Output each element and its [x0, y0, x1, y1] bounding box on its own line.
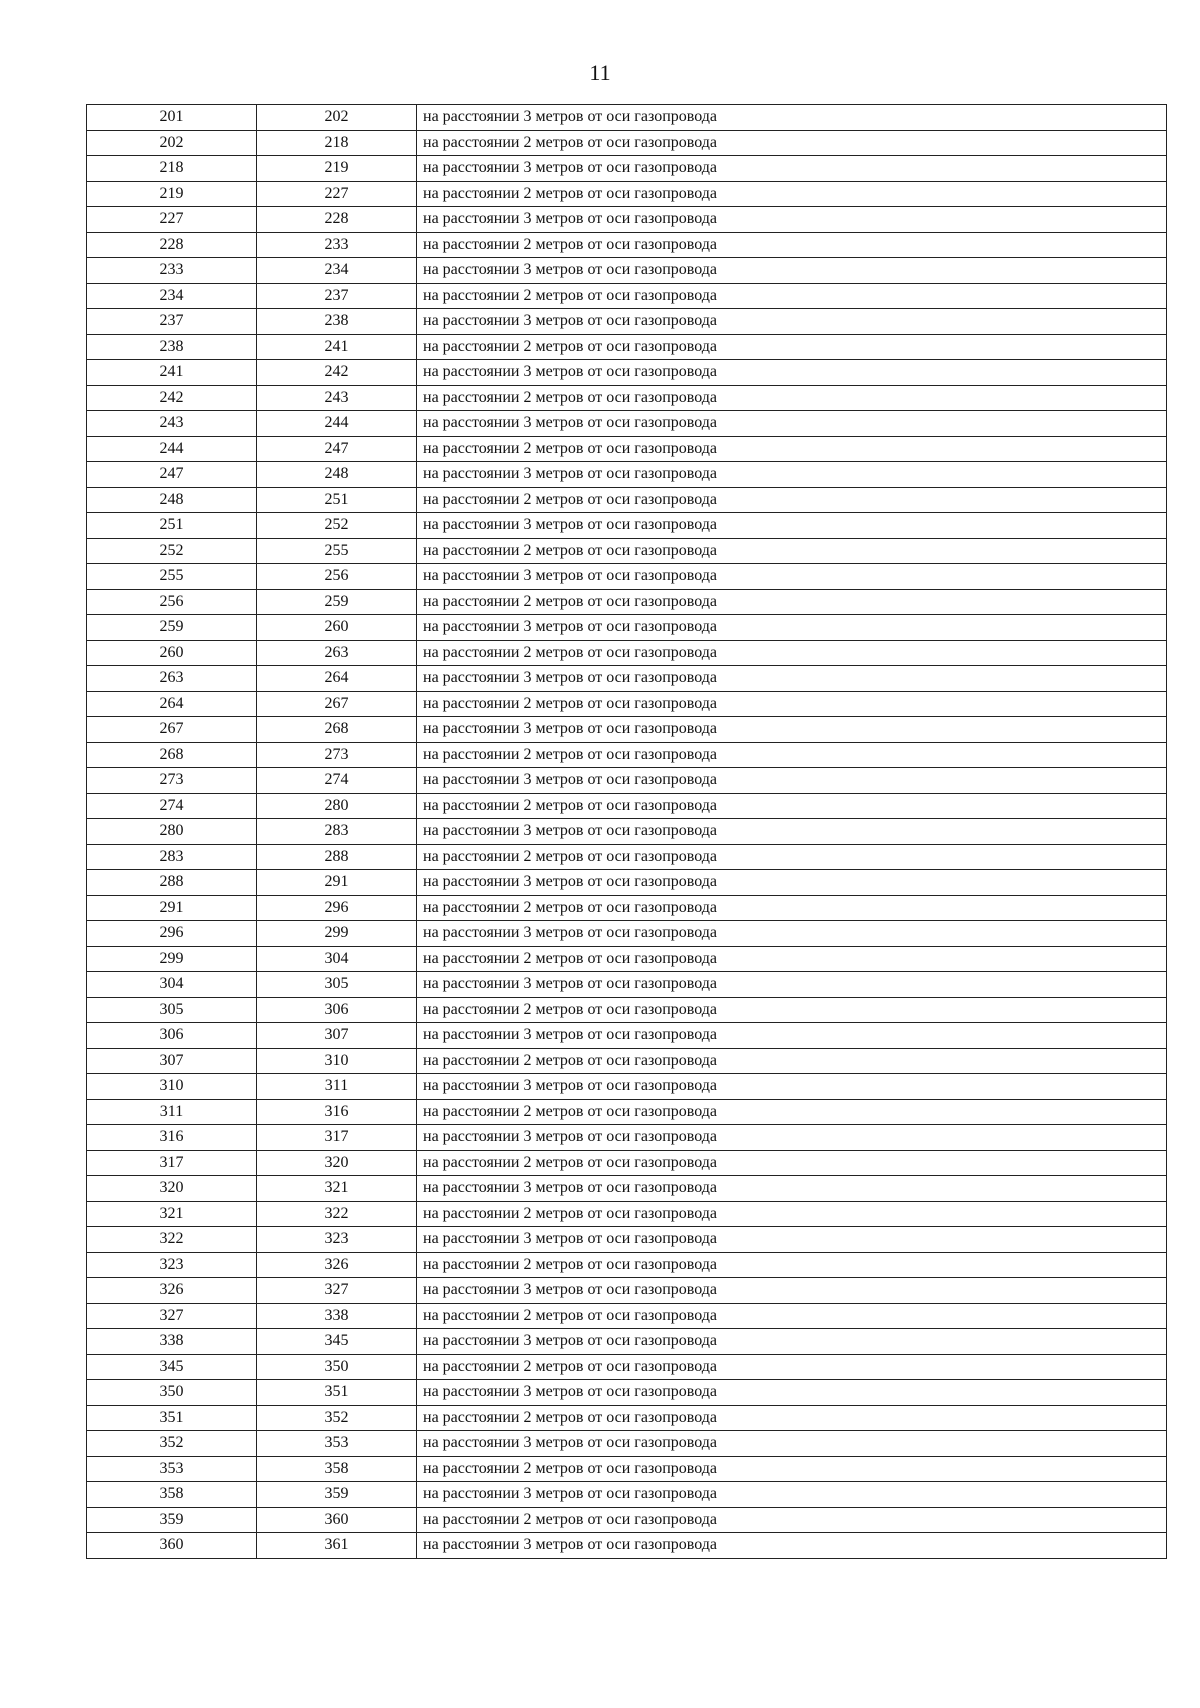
point-to-cell: 361: [257, 1533, 417, 1559]
point-to-cell: 274: [257, 768, 417, 794]
distance-description-cell: на расстоянии 2 метров от оси газопровода: [417, 283, 1167, 309]
point-from-cell: 202: [87, 130, 257, 156]
distance-description-cell: на расстоянии 2 метров от оси газопровода: [417, 538, 1167, 564]
point-from-cell: 304: [87, 972, 257, 998]
point-from-cell: 311: [87, 1099, 257, 1125]
point-from-cell: 323: [87, 1252, 257, 1278]
distance-description-cell: на расстоянии 2 метров от оси газопровода: [417, 997, 1167, 1023]
point-to-cell: 243: [257, 385, 417, 411]
distance-description-cell: на расстоянии 2 метров от оси газопровода: [417, 691, 1167, 717]
point-from-cell: 307: [87, 1048, 257, 1074]
table-row: [87, 1431, 1167, 1457]
table-row: [87, 742, 1167, 768]
table-row: [87, 870, 1167, 896]
point-from-cell: 288: [87, 870, 257, 896]
point-from-cell: 305: [87, 997, 257, 1023]
point-from-cell: 351: [87, 1405, 257, 1431]
point-to-cell: 247: [257, 436, 417, 462]
table-row: [87, 640, 1167, 666]
distance-description-cell: на расстоянии 3 метров от оси газопровода: [417, 615, 1167, 641]
distance-description-cell: на расстоянии 2 метров от оси газопровода: [417, 1048, 1167, 1074]
table-row: [87, 130, 1167, 156]
point-from-cell: 256: [87, 589, 257, 615]
distance-description-cell: на расстоянии 3 метров от оси газопровода: [417, 768, 1167, 794]
distance-description-cell: на расстоянии 2 метров от оси газопровода: [417, 844, 1167, 870]
point-to-cell: 320: [257, 1150, 417, 1176]
distance-description-cell: на расстоянии 3 метров от оси газопровода: [417, 1176, 1167, 1202]
table-row: [87, 156, 1167, 182]
point-to-cell: 321: [257, 1176, 417, 1202]
table-row: [87, 1278, 1167, 1304]
point-to-cell: 350: [257, 1354, 417, 1380]
point-from-cell: 268: [87, 742, 257, 768]
point-to-cell: 359: [257, 1482, 417, 1508]
point-from-cell: 233: [87, 258, 257, 284]
table-row: [87, 487, 1167, 513]
table-row: [87, 1533, 1167, 1559]
distance-description-cell: на расстоянии 2 метров от оси газопровода: [417, 1201, 1167, 1227]
distance-description-cell: на расстоянии 3 метров от оси газопровода: [417, 1278, 1167, 1304]
table-row: [87, 283, 1167, 309]
point-from-cell: 283: [87, 844, 257, 870]
distance-description-cell: на расстоянии 2 метров от оси газопровода: [417, 946, 1167, 972]
distance-description-cell: на расстоянии 2 метров от оси газопровода: [417, 1099, 1167, 1125]
distance-description-cell: на расстоянии 3 метров от оси газопровода: [417, 870, 1167, 896]
distance-description-cell: на расстоянии 2 метров от оси газопровода: [417, 895, 1167, 921]
point-from-cell: 259: [87, 615, 257, 641]
point-to-cell: 280: [257, 793, 417, 819]
distance-description-cell: на расстоянии 2 метров от оси газопровода: [417, 1405, 1167, 1431]
distance-description-cell: на расстоянии 3 метров от оси газопровода: [417, 360, 1167, 386]
point-from-cell: 267: [87, 717, 257, 743]
point-from-cell: 234: [87, 283, 257, 309]
point-from-cell: 352: [87, 1431, 257, 1457]
table-row: [87, 334, 1167, 360]
table-row: [87, 538, 1167, 564]
point-from-cell: 228: [87, 232, 257, 258]
table-row: [87, 1201, 1167, 1227]
point-to-cell: 219: [257, 156, 417, 182]
distance-description-cell: на расстоянии 2 метров от оси газопровода: [417, 1252, 1167, 1278]
point-to-cell: 317: [257, 1125, 417, 1151]
point-to-cell: 273: [257, 742, 417, 768]
table-row: [87, 844, 1167, 870]
table-row: [87, 819, 1167, 845]
point-from-cell: 241: [87, 360, 257, 386]
point-from-cell: 296: [87, 921, 257, 947]
point-from-cell: 358: [87, 1482, 257, 1508]
point-to-cell: 311: [257, 1074, 417, 1100]
point-to-cell: 306: [257, 997, 417, 1023]
point-from-cell: 219: [87, 181, 257, 207]
distance-description-cell: на расстоянии 3 метров от оси газопровода: [417, 1227, 1167, 1253]
point-to-cell: 288: [257, 844, 417, 870]
point-to-cell: 242: [257, 360, 417, 386]
page-number: 11: [589, 60, 611, 85]
point-from-cell: 201: [87, 105, 257, 131]
point-to-cell: 259: [257, 589, 417, 615]
distance-description-cell: на расстоянии 3 метров от оси газопровода: [417, 462, 1167, 488]
table-row: [87, 768, 1167, 794]
point-from-cell: 310: [87, 1074, 257, 1100]
point-from-cell: 353: [87, 1456, 257, 1482]
table-row: [87, 921, 1167, 947]
point-to-cell: 218: [257, 130, 417, 156]
point-from-cell: 260: [87, 640, 257, 666]
table-row: [87, 1354, 1167, 1380]
point-from-cell: 273: [87, 768, 257, 794]
boundary-table: [86, 104, 1167, 1559]
point-to-cell: 345: [257, 1329, 417, 1355]
point-from-cell: 299: [87, 946, 257, 972]
point-to-cell: 296: [257, 895, 417, 921]
distance-description-cell: на расстоянии 3 метров от оси газопровода: [417, 819, 1167, 845]
point-from-cell: 255: [87, 564, 257, 590]
distance-description-cell: на расстоянии 3 метров от оси газопровода: [417, 1074, 1167, 1100]
point-from-cell: 242: [87, 385, 257, 411]
table-row: [87, 1507, 1167, 1533]
point-from-cell: 345: [87, 1354, 257, 1380]
point-to-cell: 252: [257, 513, 417, 539]
table-row: [87, 564, 1167, 590]
point-to-cell: 304: [257, 946, 417, 972]
table-row: [87, 666, 1167, 692]
point-from-cell: 322: [87, 1227, 257, 1253]
distance-description-cell: на расстоянии 3 метров от оси газопровода: [417, 207, 1167, 233]
point-to-cell: 244: [257, 411, 417, 437]
point-to-cell: 248: [257, 462, 417, 488]
point-from-cell: 247: [87, 462, 257, 488]
table-row: [87, 717, 1167, 743]
distance-description-cell: на расстоянии 2 метров от оси газопровода: [417, 793, 1167, 819]
table-row: [87, 1405, 1167, 1431]
distance-description-cell: на расстоянии 3 метров от оси газопровода: [417, 666, 1167, 692]
table-row: [87, 411, 1167, 437]
distance-description-cell: на расстоянии 2 метров от оси газопровода: [417, 640, 1167, 666]
table-row: [87, 1329, 1167, 1355]
distance-description-cell: на расстоянии 2 метров от оси газопровода: [417, 1354, 1167, 1380]
table-row: [87, 105, 1167, 131]
point-from-cell: 316: [87, 1125, 257, 1151]
point-from-cell: 243: [87, 411, 257, 437]
distance-description-cell: на расстоянии 2 метров от оси газопровода: [417, 1456, 1167, 1482]
distance-description-cell: на расстоянии 3 метров от оси газопровода: [417, 1023, 1167, 1049]
point-from-cell: 218: [87, 156, 257, 182]
distance-description-cell: на расстоянии 2 метров от оси газопровода: [417, 181, 1167, 207]
point-from-cell: 244: [87, 436, 257, 462]
distance-description-cell: на расстоянии 3 метров от оси газопровода: [417, 1125, 1167, 1151]
distance-description-cell: на расстоянии 3 метров от оси газопровода: [417, 1482, 1167, 1508]
point-to-cell: 227: [257, 181, 417, 207]
distance-description-cell: на расстоянии 2 метров от оси газопровода: [417, 334, 1167, 360]
distance-description-cell: на расстоянии 2 метров от оси газопровода: [417, 1150, 1167, 1176]
point-to-cell: 202: [257, 105, 417, 131]
point-from-cell: 360: [87, 1533, 257, 1559]
point-to-cell: 267: [257, 691, 417, 717]
distance-description-cell: на расстоянии 3 метров от оси газопровода: [417, 972, 1167, 998]
table-row: [87, 360, 1167, 386]
point-to-cell: 305: [257, 972, 417, 998]
point-to-cell: 323: [257, 1227, 417, 1253]
point-to-cell: 360: [257, 1507, 417, 1533]
table-row: [87, 1150, 1167, 1176]
point-to-cell: 338: [257, 1303, 417, 1329]
table-row: [87, 1456, 1167, 1482]
distance-description-cell: на расстоянии 2 метров от оси газопровода: [417, 232, 1167, 258]
table-row: [87, 1380, 1167, 1406]
point-from-cell: 280: [87, 819, 257, 845]
distance-description-cell: на расстоянии 2 метров от оси газопровода: [417, 130, 1167, 156]
point-to-cell: 238: [257, 309, 417, 335]
point-from-cell: 338: [87, 1329, 257, 1355]
point-to-cell: 352: [257, 1405, 417, 1431]
table-row: [87, 615, 1167, 641]
table-row: [87, 258, 1167, 284]
table-row: [87, 232, 1167, 258]
point-from-cell: 350: [87, 1380, 257, 1406]
distance-description-cell: на расстоянии 3 метров от оси газопровода: [417, 564, 1167, 590]
point-from-cell: 237: [87, 309, 257, 335]
table-row: [87, 946, 1167, 972]
point-to-cell: 251: [257, 487, 417, 513]
distance-description-cell: на расстоянии 3 метров от оси газопровода: [417, 1380, 1167, 1406]
point-from-cell: 291: [87, 895, 257, 921]
distance-description-cell: на расстоянии 2 метров от оси газопровода: [417, 385, 1167, 411]
table-row: [87, 1252, 1167, 1278]
distance-description-cell: на расстоянии 2 метров от оси газопровода: [417, 1303, 1167, 1329]
point-from-cell: 263: [87, 666, 257, 692]
distance-description-cell: на расстоянии 2 метров от оси газопровода: [417, 589, 1167, 615]
table-body: [87, 105, 1167, 1559]
table-row: [87, 1074, 1167, 1100]
table-row: [87, 462, 1167, 488]
table-row: [87, 997, 1167, 1023]
distance-description-cell: на расстоянии 3 метров от оси газопровода: [417, 411, 1167, 437]
table-row: [87, 1099, 1167, 1125]
point-to-cell: 228: [257, 207, 417, 233]
point-to-cell: 255: [257, 538, 417, 564]
table-row: [87, 1482, 1167, 1508]
distance-description-cell: на расстоянии 3 метров от оси газопровода: [417, 309, 1167, 335]
point-to-cell: 316: [257, 1099, 417, 1125]
distance-description-cell: на расстоянии 3 метров от оси газопровода: [417, 105, 1167, 131]
distance-description-cell: на расстоянии 3 метров от оси газопровода: [417, 921, 1167, 947]
table-row: [87, 1048, 1167, 1074]
point-to-cell: 310: [257, 1048, 417, 1074]
table-row: [87, 1227, 1167, 1253]
distance-description-cell: на расстоянии 3 метров от оси газопровода: [417, 717, 1167, 743]
point-from-cell: 251: [87, 513, 257, 539]
distance-description-cell: на расстоянии 3 метров от оси газопровода: [417, 156, 1167, 182]
point-to-cell: 327: [257, 1278, 417, 1304]
table-row: [87, 1023, 1167, 1049]
distance-description-cell: на расстоянии 3 метров от оси газопровода: [417, 1431, 1167, 1457]
point-to-cell: 326: [257, 1252, 417, 1278]
point-to-cell: 299: [257, 921, 417, 947]
distance-description-cell: на расстоянии 3 метров от оси газопровода: [417, 1533, 1167, 1559]
table-row: [87, 895, 1167, 921]
point-to-cell: 358: [257, 1456, 417, 1482]
point-to-cell: 263: [257, 640, 417, 666]
distance-description-cell: на расстоянии 3 метров от оси газопровода: [417, 1329, 1167, 1355]
point-to-cell: 241: [257, 334, 417, 360]
point-from-cell: 321: [87, 1201, 257, 1227]
distance-description-cell: на расстоянии 2 метров от оси газопровода: [417, 1507, 1167, 1533]
point-to-cell: 256: [257, 564, 417, 590]
point-to-cell: 237: [257, 283, 417, 309]
point-to-cell: 260: [257, 615, 417, 641]
point-from-cell: 317: [87, 1150, 257, 1176]
point-to-cell: 307: [257, 1023, 417, 1049]
point-to-cell: 268: [257, 717, 417, 743]
point-to-cell: 291: [257, 870, 417, 896]
point-from-cell: 306: [87, 1023, 257, 1049]
point-to-cell: 353: [257, 1431, 417, 1457]
point-to-cell: 351: [257, 1380, 417, 1406]
point-from-cell: 320: [87, 1176, 257, 1202]
table-row: [87, 309, 1167, 335]
point-to-cell: 322: [257, 1201, 417, 1227]
table-row: [87, 513, 1167, 539]
point-to-cell: 234: [257, 258, 417, 284]
point-from-cell: 274: [87, 793, 257, 819]
table-row: [87, 207, 1167, 233]
point-from-cell: 227: [87, 207, 257, 233]
distance-description-cell: на расстоянии 2 метров от оси газопровода: [417, 487, 1167, 513]
point-from-cell: 359: [87, 1507, 257, 1533]
point-from-cell: 238: [87, 334, 257, 360]
boundary-table-container: [86, 104, 1166, 1559]
table-row: [87, 1176, 1167, 1202]
point-from-cell: 264: [87, 691, 257, 717]
point-from-cell: 248: [87, 487, 257, 513]
point-to-cell: 264: [257, 666, 417, 692]
distance-description-cell: на расстоянии 3 метров от оси газопровода: [417, 513, 1167, 539]
point-from-cell: 252: [87, 538, 257, 564]
table-row: [87, 691, 1167, 717]
distance-description-cell: на расстоянии 2 метров от оси газопровода: [417, 436, 1167, 462]
table-row: [87, 589, 1167, 615]
table-row: [87, 793, 1167, 819]
table-row: [87, 181, 1167, 207]
point-to-cell: 283: [257, 819, 417, 845]
table-row: [87, 385, 1167, 411]
distance-description-cell: на расстоянии 2 метров от оси газопровода: [417, 742, 1167, 768]
table-row: [87, 1303, 1167, 1329]
point-from-cell: 326: [87, 1278, 257, 1304]
table-row: [87, 436, 1167, 462]
table-row: [87, 972, 1167, 998]
point-to-cell: 233: [257, 232, 417, 258]
point-from-cell: 327: [87, 1303, 257, 1329]
distance-description-cell: на расстоянии 3 метров от оси газопровода: [417, 258, 1167, 284]
table-row: [87, 1125, 1167, 1151]
